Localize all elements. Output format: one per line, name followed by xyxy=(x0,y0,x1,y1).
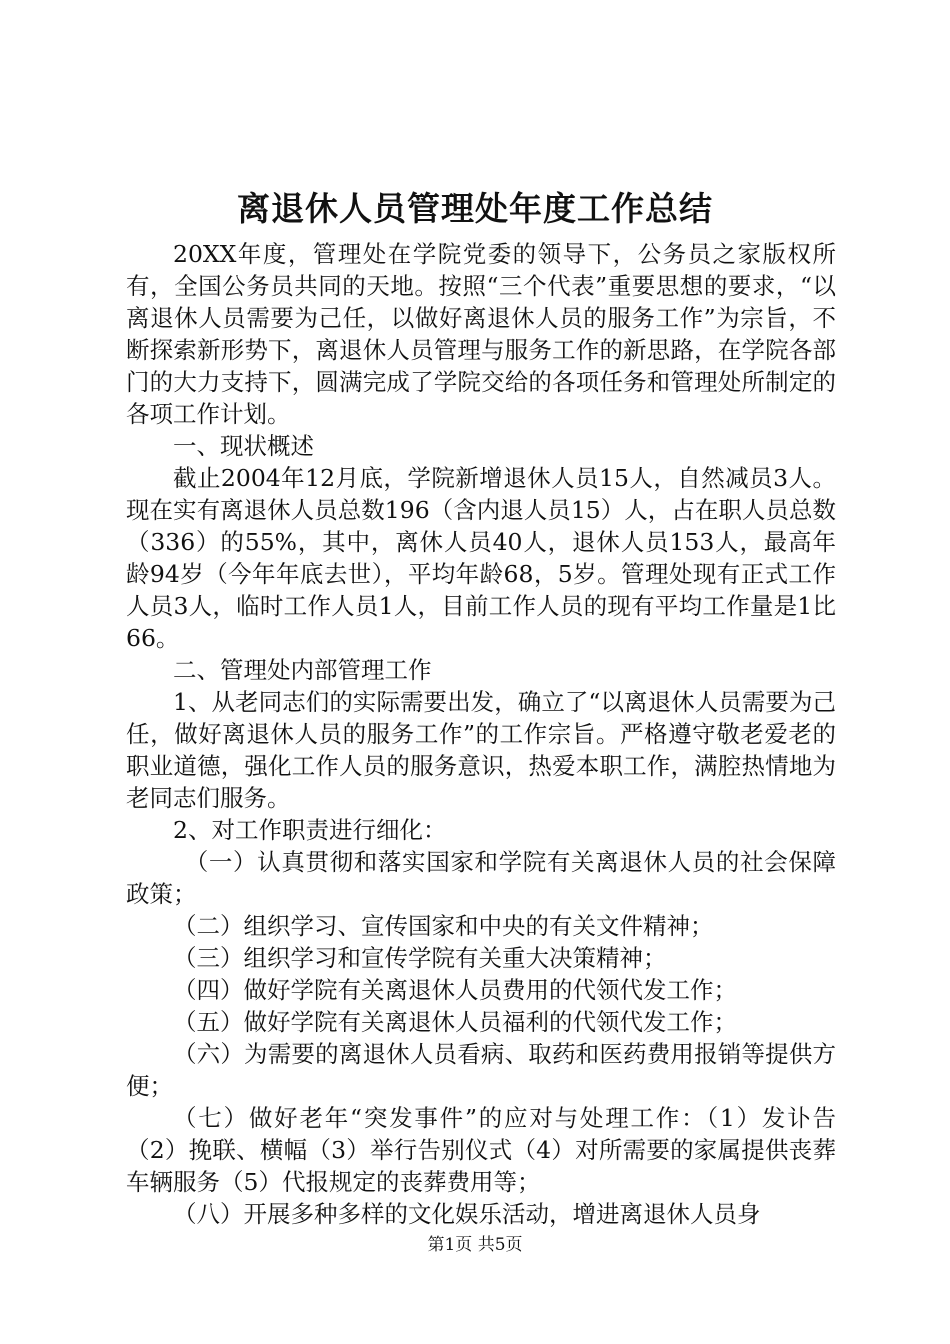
duty-item-2: （二）组织学习、宣传国家和中央的有关文件精神； xyxy=(173,912,714,940)
duty-item-8: （八）开展多种多样的文化娱乐活动，增进离退休人员身 xyxy=(173,1200,761,1228)
document-title: 离退休人员管理处年度工作总结 xyxy=(237,189,713,228)
duty-item-4: （四）做好学院有关离退休人员费用的代领代发工作； xyxy=(173,976,737,1004)
paragraph-item-2: 2、对工作职责进行细化： xyxy=(173,816,447,844)
document-body xyxy=(126,238,836,1230)
duty-item-1: （一）认真贯彻和落实国家和学院有关离退休人员的社会保障政策； xyxy=(126,848,836,908)
duty-item-5: （五）做好学院有关离退休人员福利的代领代发工作； xyxy=(173,1008,737,1036)
paragraph-status: 截止2004年12月底，学院新增退休人员15人，自然减员3人。现在实有离退休人员总数196（含内退人员15）人，占在职人员总数（336）的55%，其中，离休人员40人，退休人员153人，最高年龄94岁（今年年底去世），平均年龄68，5岁。管理处现有正式工作人员3人，临时工作人员1人，目前工作人员的现有平均工作量是1比66。 xyxy=(126,464,836,652)
paragraph-intro: 20XX年度，管理处在学院党委的领导下，公务员之家版权所有，全国公务员共同的天地。按照“三个代表”重要思想的要求，“以离退休人员需要为己任，以做好离退休人员的服务工作”为宗旨，不断探索新形势下，离退休人员管理与服务工作的新思路，在学院各部门的大力支持下，圆满完成了学院交给的各项任务和管理处所制定的各项工作计划。 xyxy=(126,240,836,428)
duty-item-7: （七）做好老年“突发事件”的应对与处理工作：（1）发讣告（2）挽联、横幅（3）举行告别仪式（4）对所需要的家属提供丧葬车辆服务（5）代报规定的丧葬费用等； xyxy=(126,1104,836,1196)
section-heading-1: 一、现状概述 xyxy=(173,432,314,460)
page-footer: 第1页 共5页 xyxy=(427,1235,523,1255)
section-heading-2: 二、管理处内部管理工作 xyxy=(173,656,432,684)
duty-item-3: （三）组织学习和宣传学院有关重大决策精神； xyxy=(173,944,667,972)
paragraph-item-1: 1、从老同志们的实际需要出发，确立了“以离退休人员需要为己任，做好离退休人员的服务工作”的工作宗旨。严格遵守敬老爱老的职业道德，强化工作人员的服务意识，热爱本职工作，满腔热情地为老同志们服务。 xyxy=(126,688,836,812)
duty-item-6: （六）为需要的离退休人员看病、取药和医药费用报销等提供方便； xyxy=(126,1040,836,1100)
